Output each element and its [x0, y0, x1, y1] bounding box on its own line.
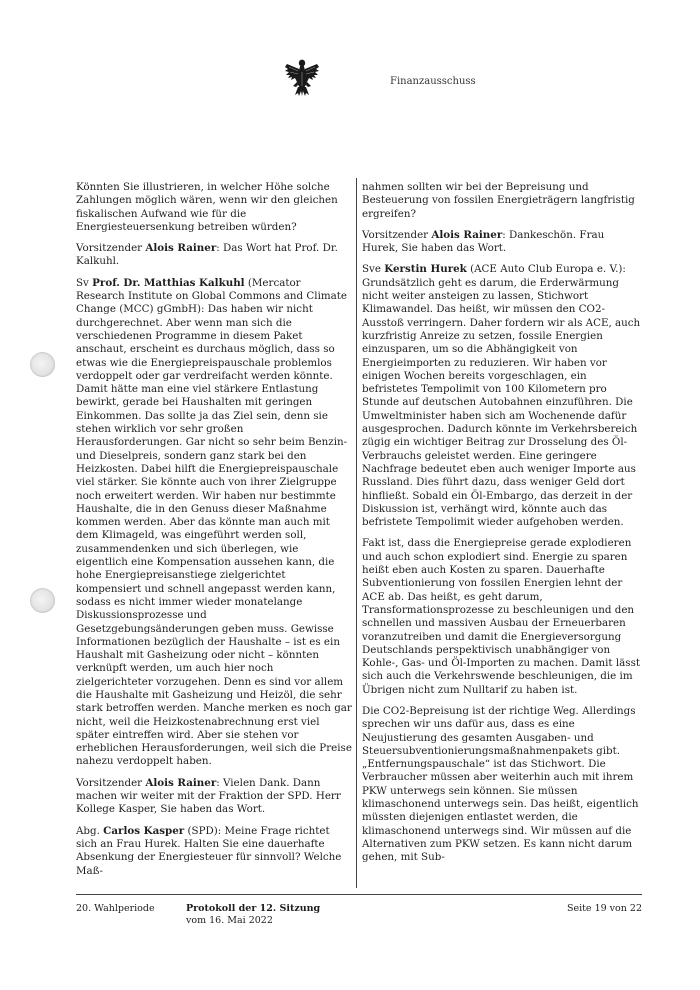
- federal-eagle-icon: [284, 58, 320, 98]
- speaker-name: Kerstin Hurek: [384, 263, 467, 276]
- committee-name: Finanzausschuss: [390, 76, 476, 87]
- speaker-role: Sv: [76, 276, 93, 289]
- paragraph: [362, 705, 642, 865]
- paragraph-text: (ACE Auto Club Europa e. V.): Grundsätzlich geht es darum, die Erderwärmung nicht weiter ansteigen zu lassen, Stichwort Klimawandel. Das heißt, wir müssen den CO2-Ausstoß verringern. Daher fordern wir als ACE, auch kurzfristig Anreize zu setzen, fossile Energien einzusparen, um so die Abhängigkeit von Energieimporten zu reduzieren. Wir haben vor einigen Wochen bereits vorgeschlagen, ein befristetes Tempolimit von 100 Kilometern pro Stunde auf deutschen Autobahnen einzuführen. Die Umweltminister haben sich am Wochenende dafür ausgesprochen. Dadurch könnte im Verkehrsbereich zügig ein wichtiger Beitrag zur Drosselung des Öl-Verbrauchs geleistet werden. Eine geringere Nachfrage bedeutet eben auch weniger Importe aus Russland. Dies führt dazu, dass weniger Geld dort hinfließt. Sobald ein Öl-Embargo, das derzeit in der Diskussion ist, verhängt wird, könnte auch das befristete Tempolimit wieder aufgehoben werden.: [362, 263, 641, 529]
- protocol-info: [186, 903, 320, 927]
- left-column: [76, 181, 352, 886]
- speaker-paragraph: [76, 277, 352, 769]
- paragraph: [76, 181, 352, 234]
- footer-rule: [76, 894, 642, 895]
- speaker-paragraph: [362, 263, 642, 529]
- paragraph-text: Die CO2-Bepreisung ist der richtige Weg. Allerdings sprechen wir uns dafür aus, dass es eine Neujustierung des gesamten Ausgaben- und Steuersubventionierungsmaßnahmenpakets gibt. „Entfernungspauschale“ ist das Stichwort. Die Verbraucher müssen aber weiterhin auch mit ihrem PKW unterwegs sein können. Sie müssen klimaschonend unterwegs sein. Das heißt, eigentlich müssten diejenigen entlastet werden, die klimaschonend unterwegs sind. Wir müssen auf die Alternativen zum PKW setzen. Es kann nicht darum gehen, mit Sub-: [362, 704, 639, 864]
- speaker-name: Alois Rainer: [145, 242, 217, 255]
- paragraph: [362, 537, 642, 697]
- paragraph-text: Könnten Sie illustrieren, in welcher Höhe solche Zahlungen möglich wären, wenn wir den gleichen fiskalischen Aufwand wie für die Energiesteuersenkung betreiben würden?: [76, 181, 338, 233]
- speaker-role: Vorsitzender: [362, 228, 432, 241]
- paragraph-text: : Dankeschön. Frau Hurek, Sie haben das Wort.: [362, 228, 605, 255]
- column-divider: [356, 178, 357, 888]
- speaker-paragraph: [362, 229, 642, 256]
- paragraph-text: : Das Wort hat Prof. Dr. Kalkuhl.: [76, 242, 338, 268]
- speaker-paragraph: [76, 242, 352, 269]
- speaker-role: Sve: [362, 263, 385, 276]
- legislative-period: 20. Wahlperiode: [76, 903, 155, 914]
- paragraph-text: Fakt ist, dass die Energiepreise gerade explodieren und auch schon explodiert sind. Energie zu sparen heißt eben auch Kosten zu sparen. Dauerhafte Subventionierung von fossilen Energien lehnt der ACE ab. Das heißt, es geht darum, Transformationsprozesse zu beschleunigen und den schnellen und massiven Ausbau der Erneuerbaren voranzutreiben und damit die Energieversorgung Deutschlands perspektivisch unabhängiger von Kohle-, Gas- und Öl-Importen zu machen. Damit lässt sich auch die Verkehrswende beschleunigen, die im Übrigen nicht zum Nulltarif zu haben ist.: [362, 537, 640, 696]
- speaker-name: Alois Rainer: [145, 776, 217, 789]
- paragraph-text: nahmen sollten wir bei der Bepreisung und Besteuerung von fossilen Energieträgern langfristig ergreifen?: [362, 181, 635, 220]
- speaker-role: Vorsitzender: [76, 242, 146, 255]
- punch-hole: [30, 588, 55, 613]
- speaker-name: Prof. Dr. Matthias Kalkuhl: [92, 276, 245, 289]
- page-number: Seite 19 von 22: [566, 903, 642, 914]
- right-column: [362, 181, 642, 873]
- paragraph-text: (SPD): Meine Frage richtet sich an Frau Hurek. Halten Sie eine dauerhafte Absenkung der Energiesteuer für sinnvoll? Welche Maß-: [76, 824, 342, 877]
- punch-hole: [30, 352, 55, 377]
- speaker-name: Carlos Kasper: [103, 824, 185, 837]
- speaker-role: Vorsitzender: [76, 776, 146, 789]
- speaker-paragraph: [76, 825, 352, 878]
- paragraph-text: : Vielen Dank. Dann machen wir weiter mit der Fraktion der SPD. Herr Kollege Kasper, Sie haben das Wort.: [76, 776, 341, 816]
- protocol-date: vom 16. Mai 2022: [186, 915, 273, 926]
- paragraph: [362, 181, 642, 221]
- protocol-title: Protokoll der 12. Sitzung: [186, 903, 321, 914]
- paragraph-text: (Mercator Research Institute on Global Commons and Climate Change (MCC) gGmbH): Das haben wir nicht durchgerechnet. Aber wenn man sich die verschiedenen Programme in diesem Paket anschaut, erscheint es durchaus möglich, dass so etwas wie die Energiepreispauschale problemlos verdoppelt oder gar verdreifacht werden könnte. Damit hätte man eine viel stärkere Entlastung bewirkt, gerade bei Haushalten mit geringen Einkommen. Das sollte ja das Ziel sein, denn sie stehen wirklich vor sehr großen Herausforderungen. Gar nicht so sehr beim Benzin- und Dieselpreis, sondern ganz stark bei den Heizkosten. Dabei hilft die Energiepreispauschale viel stärker. Sie könnte auch von ihrer Zielgruppe noch erweitert werden. Wir haben nur bestimmte Haushalte, die in den Genuss dieser Maßnahme kommen werden. Aber das könnte man auch mit dem Klimageld, was eingeführt werden soll, zusammendenken und sich überlegen, wie eigentlich eine Kompensation aussehen kann, die hohe Energiepreisanstiege zielgerichtet kompensiert und schnell angepasst werden kann, sodass es nicht immer wieder monatelange Diskussionsprozesse und Gesetzgebungsänderungen geben muss. Gewisse Informationen bezüglich der Haushalte – ist es ein Haushalt mit Gasheizung oder nicht – könnten verknüpft werden, um auch hier noch zielgerichteter vorzugehen. Denn es sind vor allem die Haushalte mit Gasheizung und Heizöl, die sehr stark betroffen werden. Manche merken es noch gar nicht, weil die Heizkostenabrechnung erst viel später eintreffen wird. Aber sie stehen vor erheblichen Herausforderungen, weil sich die Preise nahezu verdoppelt haben.: [76, 276, 352, 768]
- speaker-role: Abg.: [76, 824, 104, 837]
- speaker-name: Alois Rainer: [431, 228, 503, 241]
- speaker-paragraph: [76, 777, 352, 817]
